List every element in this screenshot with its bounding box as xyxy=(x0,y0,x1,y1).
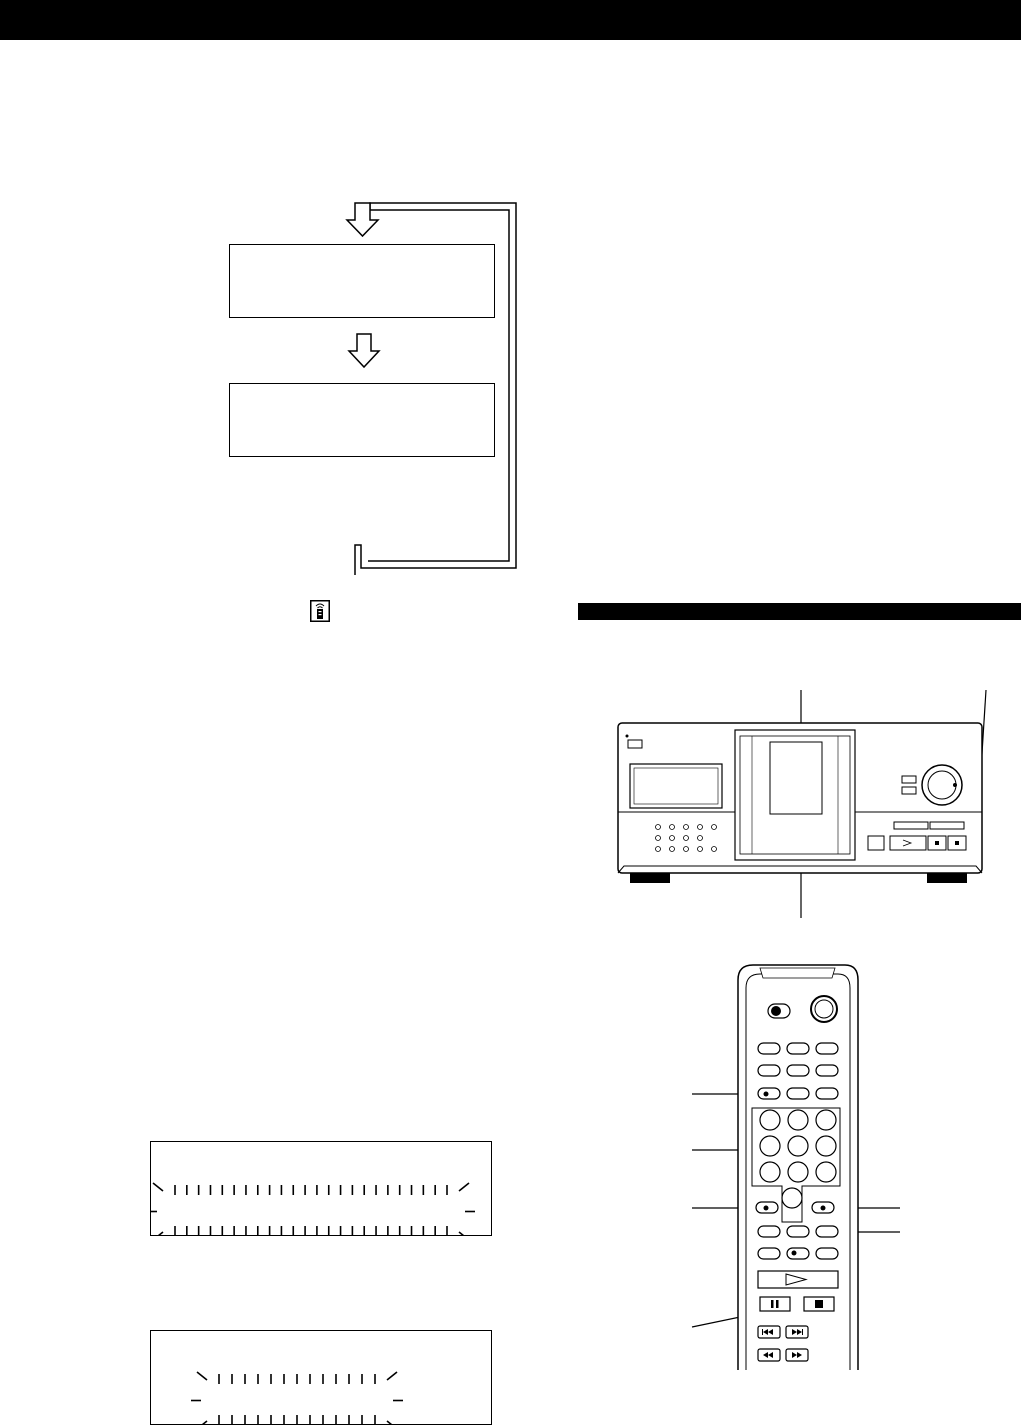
flash-corner xyxy=(197,1421,207,1425)
display-panel-1 xyxy=(150,1141,492,1236)
flash-corner xyxy=(459,1232,469,1236)
display-2-segments xyxy=(151,1331,492,1425)
flash-corner xyxy=(153,1183,163,1191)
remote-control-icon xyxy=(310,600,330,622)
display-panel-2 xyxy=(150,1330,492,1425)
flash-corner xyxy=(387,1421,397,1425)
flow-step-box-2 xyxy=(229,383,495,457)
section-heading-bar xyxy=(578,603,1021,620)
flash-corner xyxy=(153,1232,163,1236)
down-arrow-icon xyxy=(347,333,381,369)
display-1-segments xyxy=(151,1142,492,1236)
flash-corner xyxy=(197,1372,207,1380)
flash-corner xyxy=(387,1372,397,1380)
cd-changer-illustration xyxy=(590,690,1010,930)
remote-commander-illustration xyxy=(690,960,915,1370)
flash-corner xyxy=(459,1183,469,1191)
page-header-bar xyxy=(0,0,1021,40)
flow-step-box-1 xyxy=(229,244,495,318)
